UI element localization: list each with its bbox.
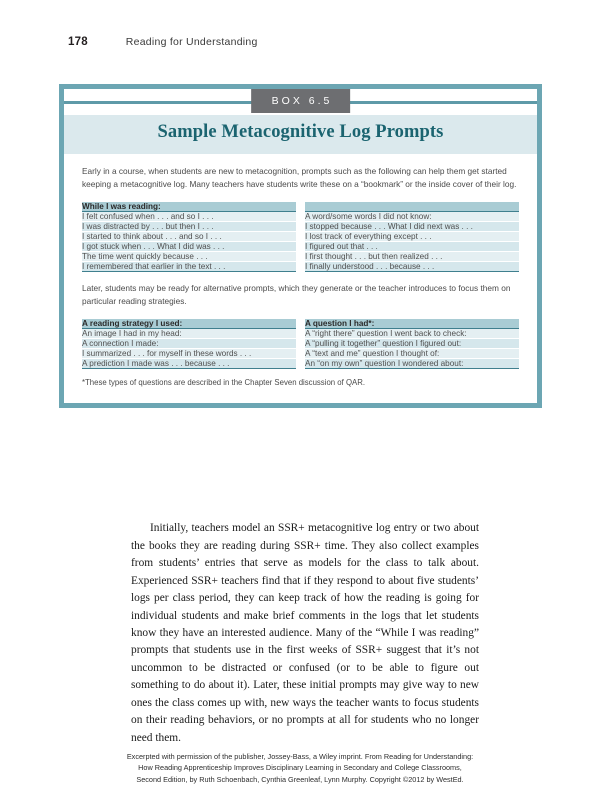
strategy-question-table bbox=[82, 319, 519, 369]
table-header-row bbox=[82, 319, 519, 329]
while-reading-table bbox=[82, 202, 519, 272]
page-footer bbox=[0, 751, 600, 786]
table1-header-left: While I was reading: bbox=[82, 202, 296, 212]
table1-cell-right: I stopped because . . . What I did next was . . . bbox=[305, 221, 519, 231]
feature-box bbox=[59, 84, 542, 408]
column-gutter bbox=[296, 251, 305, 261]
column-gutter bbox=[296, 202, 305, 212]
box-middle-paragraph: Later, students may be ready for alternative prompts, which they generate or the teacher introduces to focus them on particular reading strategies. bbox=[82, 282, 511, 307]
box-tab-area bbox=[64, 89, 537, 115]
table-row bbox=[82, 251, 519, 261]
table2-cell-right: An “on my own” question I wondered about: bbox=[305, 358, 519, 368]
box-title: Sample Metacognitive Log Prompts bbox=[157, 122, 444, 142]
column-gutter bbox=[296, 231, 305, 241]
table2-header-left: A reading strategy I used: bbox=[82, 319, 296, 329]
table2-cell-right: A “text and me” question I thought of: bbox=[305, 348, 519, 358]
column-gutter bbox=[296, 358, 305, 368]
column-gutter bbox=[296, 211, 305, 221]
box-intro-paragraph: Early in a course, when students are new to metacognition, prompts such as the following can help them get started keeping a metacognitive log. Many teachers have students write these on a “bookmark” or the inside cover of their log. bbox=[82, 166, 517, 190]
table1-cell-right: I figured out that . . . bbox=[305, 241, 519, 251]
box-body bbox=[64, 154, 537, 393]
box-title-band bbox=[64, 115, 537, 154]
column-gutter bbox=[296, 261, 305, 271]
table1-cell-right: I first thought . . . but then realized . . . bbox=[305, 251, 519, 261]
table-row bbox=[82, 211, 519, 221]
table-row bbox=[82, 241, 519, 251]
table1-cell-left: I started to think about . . . and so I . . . bbox=[82, 231, 296, 241]
table1-cell-right: I lost track of everything except . . . bbox=[305, 231, 519, 241]
running-head-title: Reading for Understanding bbox=[125, 36, 258, 48]
table2-cell-right: A “pulling it together” question I figured out: bbox=[305, 338, 519, 348]
table1-cell-left: I got stuck when . . . What I did was . . . bbox=[82, 241, 296, 251]
body-paragraph: Initially, teachers model an SSR+ metacognitive log entry or two about the books they are reading during SSR+ time. They also collect examples from students’ entries that serve as models for the class to talk about. Experienced SSR+ teachers find that if they respond to about five students’ logs per class period, they can keep track of how the reading is going for individual students and make brief comments in the logs that let students know they have an interested audience. Many of the “While I was reading” prompts that students use in the first weeks of SSR+ suggest that it’s not uncommon to be distracted or confused (or to be able to figure out something to do about it). Later, these initial prompts may give way to new ones the class comes up with, new ways the teacher wants to focus students on their reading behaviors, or no prompts at all for students who no longer need them. bbox=[131, 522, 479, 744]
running-head bbox=[68, 36, 258, 48]
footer-line-3: Second Edition, by Ruth Schoenbach, Cynthia Greenleaf, Lynn Murphy. Copyright ©2012 by WestEd. bbox=[136, 775, 464, 785]
footer-line-1: Excerpted with permission of the publisher, Jossey-Bass, a Wiley imprint. From Reading for Understanding: bbox=[126, 751, 474, 761]
table2-header-right: A question I had*: bbox=[305, 319, 519, 329]
table2-cell-left: A prediction I made was . . . because . . . bbox=[82, 358, 296, 368]
footer-line-2: How Reading Apprenticeship Improves Disciplinary Learning in Secondary and College Classrooms, bbox=[138, 763, 462, 773]
table-row bbox=[82, 221, 519, 231]
table-row bbox=[82, 261, 519, 271]
table1-header-right bbox=[305, 202, 519, 212]
table1-cell-left: I felt confused when . . . and so I . . . bbox=[82, 211, 296, 221]
table2-cell-right: A “right there” question I went back to check: bbox=[305, 328, 519, 338]
box-footnote: *These types of questions are described in the Chapter Seven discussion of QAR. bbox=[82, 377, 366, 387]
table2-cell-left: An image I had in my head: bbox=[82, 328, 296, 338]
column-gutter bbox=[296, 319, 305, 329]
column-gutter bbox=[296, 221, 305, 231]
page-number: 178 bbox=[68, 36, 88, 48]
feature-box-inner bbox=[64, 89, 537, 403]
table1-cell-left: I remembered that earlier in the text . . . bbox=[82, 261, 296, 271]
table2-cell-left: A connection I made: bbox=[82, 338, 296, 348]
table1-cell-right: A word/some words I did not know: bbox=[305, 211, 519, 221]
table-row bbox=[82, 231, 519, 241]
column-gutter bbox=[296, 338, 305, 348]
column-gutter bbox=[296, 328, 305, 338]
table-row bbox=[82, 338, 519, 348]
table-header-row bbox=[82, 202, 519, 212]
table-row bbox=[82, 358, 519, 368]
box-number-tab: BOX 6.5 bbox=[251, 89, 351, 113]
table2-cell-left: I summarized . . . for myself in these words . . . bbox=[82, 348, 296, 358]
table1-cell-left: The time went quickly because . . . bbox=[82, 251, 296, 261]
table1-cell-right: I finally understood . . . because . . . bbox=[305, 261, 519, 271]
table1-cell-left: I was distracted by . . . but then I . . . bbox=[82, 221, 296, 231]
table-row bbox=[82, 328, 519, 338]
table-row bbox=[82, 348, 519, 358]
column-gutter bbox=[296, 348, 305, 358]
column-gutter bbox=[296, 241, 305, 251]
